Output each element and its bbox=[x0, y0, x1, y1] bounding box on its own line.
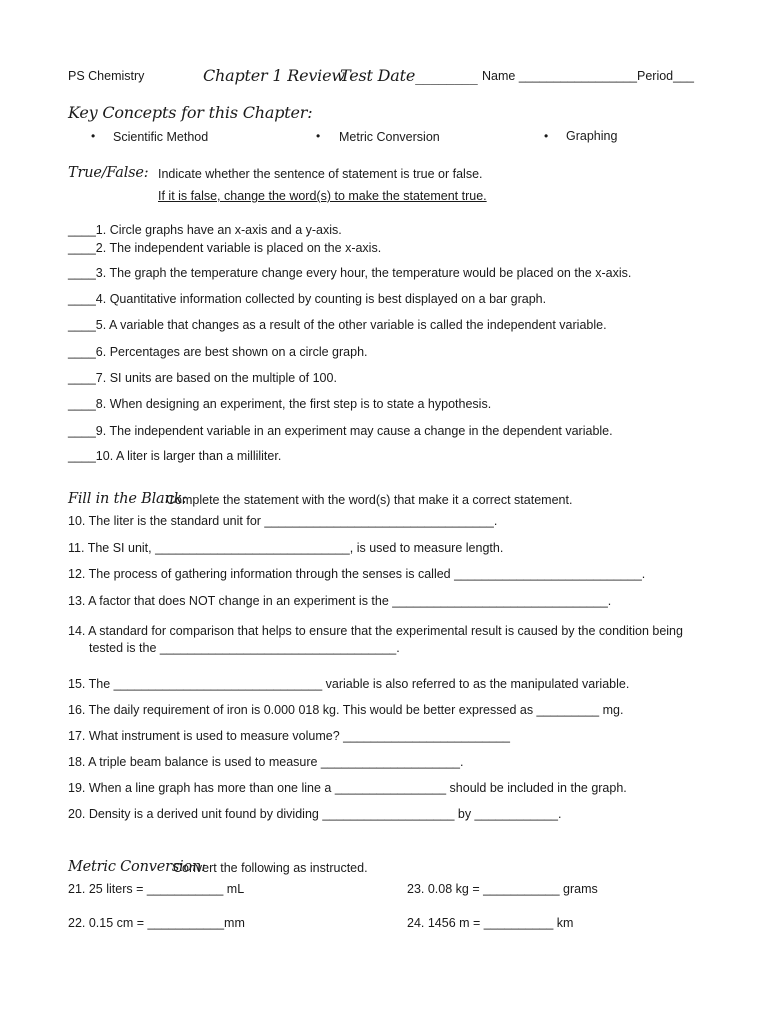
name-period-field: Name _________________Period___ bbox=[482, 69, 694, 83]
fill-question: 11. The SI unit, ____________________________, is used to measure length. bbox=[68, 541, 504, 555]
fill-question: 17. What instrument is used to measure volume? ________________________ bbox=[68, 729, 510, 743]
tf-question: ____7. SI units are based on the multiple of 100. bbox=[68, 371, 337, 385]
bullet-icon: • bbox=[316, 129, 321, 143]
fill-blank-heading: Fill in the Blank: bbox=[68, 491, 187, 507]
fill-question: 13. A factor that does NOT change in an experiment is the _______________________________. bbox=[68, 594, 612, 608]
fill-question: 18. A triple beam balance is used to measure ____________________. bbox=[68, 755, 464, 769]
bullet-icon: • bbox=[544, 129, 549, 143]
metric-heading: Metric Conversion: bbox=[68, 859, 206, 875]
fill-question: 15. The ______________________________ variable is also referred to as the manipulated variable. bbox=[68, 677, 630, 691]
chapter-title: Chapter 1 Review bbox=[203, 66, 345, 85]
course-title: PS Chemistry bbox=[68, 69, 145, 83]
true-false-instruction-underlined: If it is false, change the word(s) to make the statement true. bbox=[158, 189, 487, 203]
fill-blank-instruction: Complete the statement with the word(s) that make it a correct statement. bbox=[166, 493, 573, 507]
concept-item: Metric Conversion bbox=[339, 130, 440, 144]
tf-question: ____4. Quantitative information collected by counting is best displayed on a bar graph. bbox=[68, 292, 547, 306]
tf-question: ____1. Circle graphs have an x-axis and a y-axis. bbox=[68, 223, 342, 237]
tf-question: ____9. The independent variable in an experiment may cause a change in the dependent variable. bbox=[68, 424, 613, 438]
metric-question: 24. 1456 m = __________ km bbox=[407, 916, 574, 930]
true-false-instruction: Indicate whether the sentence of statement is true or false. bbox=[158, 167, 483, 181]
concept-item: Graphing bbox=[566, 129, 618, 143]
fill-question: 19. When a line graph has more than one line a ________________ should be included in the graph. bbox=[68, 781, 627, 795]
fill-question: 16. The daily requirement of iron is 0.000 018 kg. This would be better expressed as _________ mg. bbox=[68, 703, 624, 717]
tf-question: ____2. The independent variable is placed on the x-axis. bbox=[68, 241, 382, 255]
metric-question: 23. 0.08 kg = ___________ grams bbox=[407, 882, 598, 896]
tf-question: ____3. The graph the temperature change every hour, the temperature would be placed on the x-axis. bbox=[68, 266, 632, 280]
tf-question: ____8. When designing an experiment, the first step is to state a hypothesis. bbox=[68, 397, 492, 411]
fill-question: 10. The liter is the standard unit for _________________________________. bbox=[68, 514, 498, 528]
metric-question: 21. 25 liters = ___________ mL bbox=[68, 882, 245, 896]
tf-question: ____5. A variable that changes as a result of the other variable is called the independent variable. bbox=[68, 318, 607, 332]
fill-question: 12. The process of gathering information through the senses is called ___________________________. bbox=[68, 567, 646, 581]
fill-question-continued: tested is the __________________________________. bbox=[89, 641, 400, 655]
fill-question: 20. Density is a derived unit found by dividing ___________________ by ____________. bbox=[68, 807, 562, 821]
test-date: Test Date________ bbox=[340, 66, 478, 85]
bullet-icon: • bbox=[91, 129, 96, 143]
true-false-heading: True/False: bbox=[68, 165, 149, 181]
metric-instruction: Convert the following as instructed. bbox=[173, 861, 368, 875]
concept-item: Scientific Method bbox=[113, 130, 209, 144]
tf-question: ____6. Percentages are best shown on a circle graph. bbox=[68, 345, 368, 359]
key-concepts-heading: Key Concepts for this Chapter: bbox=[68, 103, 313, 122]
fill-question: 14. A standard for comparison that helps to ensure that the experimental result is caused by the condition being bbox=[68, 624, 683, 638]
metric-question: 22. 0.15 cm = ___________mm bbox=[68, 916, 245, 930]
tf-question: ____10. A liter is larger than a milliliter. bbox=[68, 449, 282, 463]
